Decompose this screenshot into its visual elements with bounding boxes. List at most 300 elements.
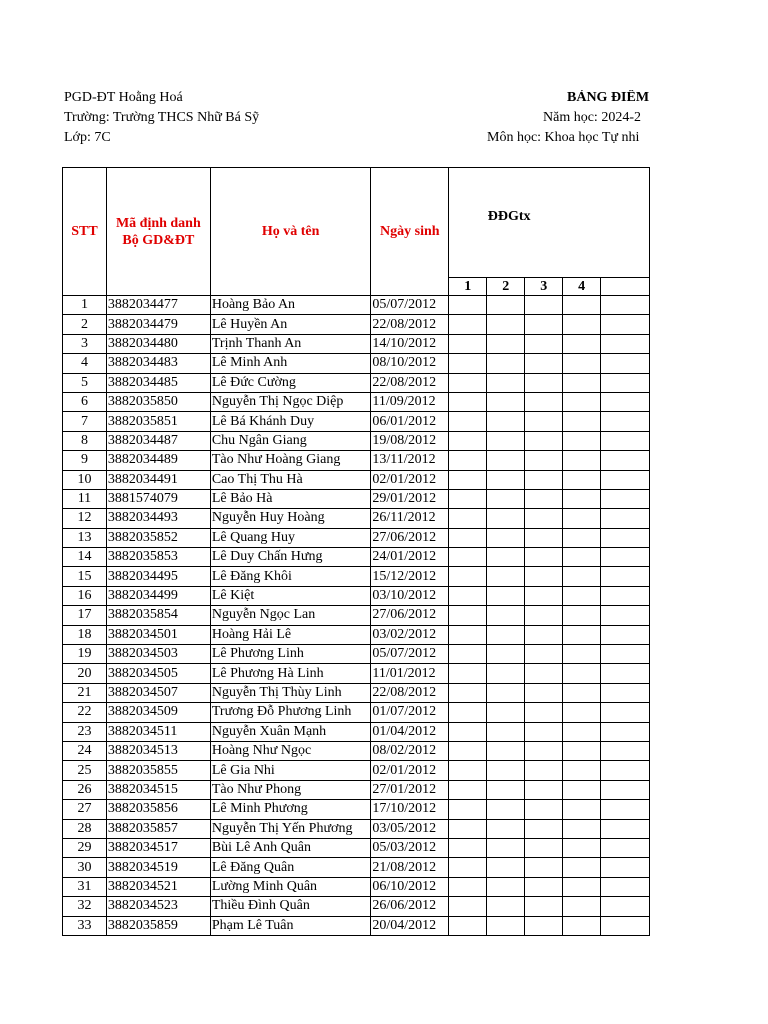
grade-cell[interactable] (563, 780, 601, 799)
grade-cell[interactable] (525, 683, 563, 702)
grade-cell[interactable] (525, 606, 563, 625)
row-student-code: 3882035856 (106, 800, 210, 819)
grade-cell[interactable] (525, 741, 563, 760)
grade-cell[interactable] (601, 392, 650, 411)
row-full-name: Nguyễn Xuân Mạnh (210, 722, 371, 741)
row-student-code: 3882034503 (106, 645, 210, 664)
grade-cell[interactable] (525, 780, 563, 799)
row-full-name: Lê Gia Nhi (210, 761, 371, 780)
row-stt: 29 (63, 838, 107, 857)
table-row (63, 683, 650, 702)
grade-cell[interactable] (601, 819, 650, 838)
grade-table-viewport (62, 167, 650, 938)
grade-cell[interactable] (601, 567, 650, 586)
grade-cell[interactable] (487, 741, 525, 760)
row-stt: 2 (63, 315, 107, 334)
grade-cell[interactable] (449, 819, 487, 838)
row-date-of-birth: 01/07/2012 (371, 703, 449, 722)
grade-cell[interactable] (449, 683, 487, 702)
grade-cell[interactable] (601, 625, 650, 644)
grade-cell[interactable] (563, 489, 601, 508)
grade-cell[interactable] (449, 586, 487, 605)
grade-cell[interactable] (563, 528, 601, 547)
grade-cell[interactable] (563, 916, 601, 935)
row-full-name: Lê Duy Chấn Hưng (210, 548, 371, 567)
grade-cell[interactable] (525, 761, 563, 780)
grade-cell[interactable] (487, 664, 525, 683)
grade-cell[interactable] (449, 354, 487, 373)
row-stt: 20 (63, 664, 107, 683)
grade-cell[interactable] (525, 625, 563, 644)
row-student-code: 3882034517 (106, 838, 210, 857)
grade-cell[interactable] (525, 528, 563, 547)
grade-cell[interactable] (601, 489, 650, 508)
student-rows (63, 296, 650, 936)
grade-cell[interactable] (487, 683, 525, 702)
row-date-of-birth: 02/01/2012 (371, 761, 449, 780)
header-full-name: Họ và tên (210, 168, 371, 296)
grade-cell[interactable] (601, 373, 650, 392)
row-full-name: Lê Đăng Khôi (210, 567, 371, 586)
row-stt: 23 (63, 722, 107, 741)
row-date-of-birth: 15/12/2012 (371, 567, 449, 586)
grade-cell[interactable] (601, 703, 650, 722)
grade-cell[interactable] (563, 838, 601, 857)
grade-cell[interactable] (449, 741, 487, 760)
grade-cell[interactable] (601, 451, 650, 470)
table-row (63, 548, 650, 567)
row-date-of-birth: 24/01/2012 (371, 548, 449, 567)
row-date-of-birth: 05/03/2012 (371, 838, 449, 857)
grade-cell[interactable] (449, 489, 487, 508)
grade-cell[interactable] (563, 586, 601, 605)
grade-cell[interactable] (525, 451, 563, 470)
grade-cell[interactable] (525, 412, 563, 431)
row-student-code: 3882034499 (106, 586, 210, 605)
grade-cell[interactable] (525, 703, 563, 722)
grade-cell[interactable] (525, 819, 563, 838)
table-row (63, 412, 650, 431)
grade-cell[interactable] (487, 858, 525, 877)
row-stt: 16 (63, 586, 107, 605)
table-row (63, 470, 650, 489)
grade-cell[interactable] (525, 916, 563, 935)
grade-cell[interactable] (449, 412, 487, 431)
grade-cell[interactable] (563, 392, 601, 411)
grade-cell[interactable] (487, 489, 525, 508)
row-date-of-birth: 22/08/2012 (371, 373, 449, 392)
grade-cell[interactable] (601, 683, 650, 702)
ddgtx-col-2: 2 (487, 278, 525, 296)
school-label: Trường: Trường THCS Nhữ Bá Sỹ (64, 110, 260, 125)
row-stt: 9 (63, 451, 107, 470)
table-row (63, 625, 650, 644)
grade-cell[interactable] (487, 819, 525, 838)
grade-cell[interactable] (563, 606, 601, 625)
grade-cell[interactable] (487, 354, 525, 373)
row-full-name: Tào Như Phong (210, 780, 371, 799)
grade-cell[interactable] (563, 858, 601, 877)
row-full-name: Nguyễn Thị Ngọc Diệp (210, 392, 371, 411)
row-stt: 6 (63, 392, 107, 411)
row-stt: 12 (63, 509, 107, 528)
row-student-code: 3882034483 (106, 354, 210, 373)
grade-cell[interactable] (563, 877, 601, 896)
table-row (63, 780, 650, 799)
table-row (63, 819, 650, 838)
grade-cell[interactable] (525, 586, 563, 605)
grade-cell[interactable] (449, 548, 487, 567)
grade-cell[interactable] (487, 509, 525, 528)
grade-cell[interactable] (601, 315, 650, 334)
row-full-name: Hoàng Bảo An (210, 296, 371, 315)
grade-cell[interactable] (525, 354, 563, 373)
grade-cell[interactable] (487, 296, 525, 315)
grade-cell[interactable] (563, 683, 601, 702)
grade-cell[interactable] (449, 761, 487, 780)
grade-cell[interactable] (487, 722, 525, 741)
table-row (63, 315, 650, 334)
grade-cell[interactable] (563, 509, 601, 528)
row-full-name: Trương Đỗ Phương Linh (210, 703, 371, 722)
header-ddgtx: ĐĐGtx (449, 168, 650, 278)
row-date-of-birth: 22/08/2012 (371, 683, 449, 702)
header-stt: STT (63, 168, 107, 296)
row-student-code: 3882034511 (106, 722, 210, 741)
table-row (63, 664, 650, 683)
grade-cell[interactable] (525, 431, 563, 450)
grade-cell[interactable] (525, 470, 563, 489)
grade-cell[interactable] (563, 761, 601, 780)
row-date-of-birth: 26/11/2012 (371, 509, 449, 528)
row-date-of-birth: 26/06/2012 (371, 897, 449, 916)
row-date-of-birth: 27/06/2012 (371, 606, 449, 625)
grade-cell[interactable] (601, 470, 650, 489)
grade-cell[interactable] (449, 528, 487, 547)
grade-cell[interactable] (525, 664, 563, 683)
grade-cell[interactable] (563, 741, 601, 760)
grade-cell[interactable] (601, 586, 650, 605)
row-student-code: 3882034491 (106, 470, 210, 489)
table-row (63, 645, 650, 664)
grade-cell[interactable] (487, 916, 525, 935)
row-full-name: Nguyễn Thị Yến Phương (210, 819, 371, 838)
row-full-name: Nguyễn Ngọc Lan (210, 606, 371, 625)
grade-cell[interactable] (601, 897, 650, 916)
row-full-name: Lê Đức Cường (210, 373, 371, 392)
row-stt: 18 (63, 625, 107, 644)
row-student-code: 3882035851 (106, 412, 210, 431)
row-full-name: Chu Ngân Giang (210, 431, 371, 450)
grade-cell[interactable] (563, 451, 601, 470)
grade-cell[interactable] (449, 703, 487, 722)
grade-cell[interactable] (601, 877, 650, 896)
row-student-code: 3882034513 (106, 741, 210, 760)
grade-cell[interactable] (601, 509, 650, 528)
grade-cell[interactable] (601, 838, 650, 857)
grade-cell[interactable] (449, 373, 487, 392)
grade-cell[interactable] (487, 838, 525, 857)
grade-cell[interactable] (525, 567, 563, 586)
grade-cell[interactable] (525, 334, 563, 353)
grade-cell[interactable] (449, 838, 487, 857)
grade-cell[interactable] (525, 509, 563, 528)
grade-cell[interactable] (449, 664, 487, 683)
row-full-name: Lê Huyền An (210, 315, 371, 334)
table-row (63, 528, 650, 547)
row-full-name: Hoàng Hải Lê (210, 625, 371, 644)
table-row (63, 897, 650, 916)
grade-cell[interactable] (601, 858, 650, 877)
grade-cell[interactable] (487, 897, 525, 916)
row-date-of-birth: 02/01/2012 (371, 470, 449, 489)
grade-cell[interactable] (449, 296, 487, 315)
row-student-code: 3882035854 (106, 606, 210, 625)
row-student-code: 3882035859 (106, 916, 210, 935)
grade-cell[interactable] (487, 451, 525, 470)
row-date-of-birth: 27/06/2012 (371, 528, 449, 547)
grade-cell[interactable] (487, 548, 525, 567)
row-student-code: 3882034507 (106, 683, 210, 702)
grade-cell[interactable] (601, 916, 650, 935)
row-stt: 17 (63, 606, 107, 625)
grade-cell[interactable] (525, 315, 563, 334)
row-student-code: 3882035855 (106, 761, 210, 780)
grade-cell[interactable] (487, 625, 525, 644)
grade-cell[interactable] (525, 645, 563, 664)
grade-cell[interactable] (449, 431, 487, 450)
row-full-name: Lê Kiệt (210, 586, 371, 605)
grade-cell[interactable] (563, 412, 601, 431)
row-student-code: 3882034505 (106, 664, 210, 683)
table-row (63, 703, 650, 722)
row-full-name: Lê Quang Huy (210, 528, 371, 547)
row-student-code: 3882034521 (106, 877, 210, 896)
row-student-code: 3882034489 (106, 451, 210, 470)
row-stt: 13 (63, 528, 107, 547)
row-student-code: 3882034480 (106, 334, 210, 353)
row-full-name: Lê Bá Khánh Duy (210, 412, 371, 431)
grade-cell[interactable] (525, 858, 563, 877)
grade-cell[interactable] (449, 916, 487, 935)
grade-cell[interactable] (563, 897, 601, 916)
grade-cell[interactable] (487, 528, 525, 547)
row-full-name: Thiều Đình Quân (210, 897, 371, 916)
grade-cell[interactable] (563, 819, 601, 838)
grade-cell[interactable] (563, 296, 601, 315)
grade-cell[interactable] (563, 354, 601, 373)
table-row (63, 296, 650, 315)
row-full-name: Hoàng Như Ngọc (210, 741, 371, 760)
row-student-code: 3882035853 (106, 548, 210, 567)
school-year-label: Năm học: 2024-2 (543, 110, 641, 125)
grade-cell[interactable] (601, 548, 650, 567)
grade-cell[interactable] (601, 431, 650, 450)
grade-cell[interactable] (487, 586, 525, 605)
row-date-of-birth: 05/07/2012 (371, 645, 449, 664)
row-date-of-birth: 29/01/2012 (371, 489, 449, 508)
grade-cell[interactable] (525, 897, 563, 916)
grade-cell[interactable] (449, 800, 487, 819)
grade-cell[interactable] (487, 373, 525, 392)
grade-cell[interactable] (487, 470, 525, 489)
row-stt: 22 (63, 703, 107, 722)
grade-cell[interactable] (563, 567, 601, 586)
grade-cell[interactable] (601, 412, 650, 431)
grade-cell[interactable] (449, 897, 487, 916)
table-row (63, 373, 650, 392)
table-row (63, 431, 650, 450)
row-student-code: 3882035852 (106, 528, 210, 547)
grade-cell[interactable] (449, 858, 487, 877)
grade-cell[interactable] (601, 761, 650, 780)
row-date-of-birth: 08/10/2012 (371, 354, 449, 373)
grade-cell[interactable] (449, 645, 487, 664)
row-stt: 28 (63, 819, 107, 838)
row-stt: 15 (63, 567, 107, 586)
row-stt: 14 (63, 548, 107, 567)
row-full-name: Cao Thị Thu Hà (210, 470, 371, 489)
grade-cell[interactable] (487, 334, 525, 353)
class-label: Lớp: 7C (64, 130, 111, 145)
grade-cell[interactable] (449, 451, 487, 470)
grade-cell[interactable] (487, 703, 525, 722)
table-row (63, 567, 650, 586)
table-row (63, 800, 650, 819)
grade-cell[interactable] (487, 877, 525, 896)
row-full-name: Lê Đăng Quân (210, 858, 371, 877)
grade-cell[interactable] (449, 392, 487, 411)
grade-cell[interactable] (563, 334, 601, 353)
grade-cell[interactable] (525, 722, 563, 741)
row-full-name: Lường Minh Quân (210, 877, 371, 896)
table-row (63, 509, 650, 528)
grade-cell[interactable] (487, 761, 525, 780)
row-full-name: Lê Minh Phương (210, 800, 371, 819)
row-stt: 26 (63, 780, 107, 799)
table-row (63, 722, 650, 741)
grade-cell[interactable] (487, 645, 525, 664)
row-date-of-birth: 22/08/2012 (371, 315, 449, 334)
grade-cell[interactable] (525, 489, 563, 508)
grade-cell[interactable] (487, 392, 525, 411)
row-stt: 3 (63, 334, 107, 353)
row-date-of-birth: 06/01/2012 (371, 412, 449, 431)
grade-cell[interactable] (449, 470, 487, 489)
grade-cell[interactable] (601, 645, 650, 664)
row-student-code: 3882034515 (106, 780, 210, 799)
grade-cell[interactable] (449, 567, 487, 586)
grade-cell[interactable] (525, 392, 563, 411)
grade-cell[interactable] (525, 373, 563, 392)
grade-cell[interactable] (449, 877, 487, 896)
grade-cell[interactable] (525, 548, 563, 567)
grade-cell[interactable] (601, 800, 650, 819)
grade-cell[interactable] (525, 296, 563, 315)
row-date-of-birth: 06/10/2012 (371, 877, 449, 896)
report-title: BẢNG ĐIỂM (567, 90, 650, 105)
grade-cell[interactable] (487, 567, 525, 586)
grade-cell[interactable] (449, 722, 487, 741)
row-date-of-birth: 11/01/2012 (371, 664, 449, 683)
row-date-of-birth: 01/04/2012 (371, 722, 449, 741)
grade-cell[interactable] (601, 664, 650, 683)
row-date-of-birth: 20/04/2012 (371, 916, 449, 935)
grade-cell[interactable] (449, 334, 487, 353)
row-student-code: 3882034519 (106, 858, 210, 877)
grade-cell[interactable] (487, 315, 525, 334)
grade-cell[interactable] (487, 800, 525, 819)
row-student-code: 3882034509 (106, 703, 210, 722)
grade-cell[interactable] (449, 780, 487, 799)
grade-cell[interactable] (563, 470, 601, 489)
grade-cell[interactable] (487, 431, 525, 450)
grade-cell[interactable] (601, 528, 650, 547)
grade-cell[interactable] (449, 509, 487, 528)
row-date-of-birth: 05/07/2012 (371, 296, 449, 315)
table-row (63, 916, 650, 935)
row-stt: 8 (63, 431, 107, 450)
ddgtx-col-3: 3 (525, 278, 563, 296)
grade-cell[interactable] (563, 664, 601, 683)
grade-cell[interactable] (601, 334, 650, 353)
grade-cell[interactable] (563, 722, 601, 741)
grade-cell[interactable] (601, 606, 650, 625)
grade-cell[interactable] (487, 780, 525, 799)
table-row (63, 451, 650, 470)
grade-cell[interactable] (487, 412, 525, 431)
row-date-of-birth: 03/02/2012 (371, 625, 449, 644)
row-stt: 32 (63, 897, 107, 916)
grade-cell[interactable] (563, 548, 601, 567)
grade-cell[interactable] (525, 877, 563, 896)
row-date-of-birth: 13/11/2012 (371, 451, 449, 470)
grade-cell[interactable] (563, 645, 601, 664)
grade-cell[interactable] (563, 431, 601, 450)
table-row (63, 334, 650, 353)
grade-cell[interactable] (563, 800, 601, 819)
grade-cell[interactable] (525, 838, 563, 857)
grade-cell[interactable] (487, 606, 525, 625)
grade-cell[interactable] (601, 780, 650, 799)
grade-cell[interactable] (601, 722, 650, 741)
table-row (63, 586, 650, 605)
row-stt: 7 (63, 412, 107, 431)
ddgtx-col-clipped (601, 278, 650, 296)
row-stt: 30 (63, 858, 107, 877)
grade-cell[interactable] (563, 373, 601, 392)
row-stt: 10 (63, 470, 107, 489)
grade-cell[interactable] (563, 315, 601, 334)
grade-cell[interactable] (563, 625, 601, 644)
row-full-name: Phạm Lê Tuân (210, 916, 371, 935)
grade-cell[interactable] (525, 800, 563, 819)
row-student-code: 3882034477 (106, 296, 210, 315)
grade-cell[interactable] (449, 315, 487, 334)
row-full-name: Lê Phương Hà Linh (210, 664, 371, 683)
grade-cell[interactable] (449, 625, 487, 644)
grade-cell[interactable] (563, 703, 601, 722)
ddgtx-col-1: 1 (449, 278, 487, 296)
grade-cell[interactable] (449, 606, 487, 625)
table-row (63, 741, 650, 760)
grade-table (62, 167, 650, 936)
row-stt: 11 (63, 489, 107, 508)
grade-cell[interactable] (601, 741, 650, 760)
grade-cell[interactable] (601, 354, 650, 373)
grade-cell[interactable] (601, 296, 650, 315)
table-row (63, 489, 650, 508)
